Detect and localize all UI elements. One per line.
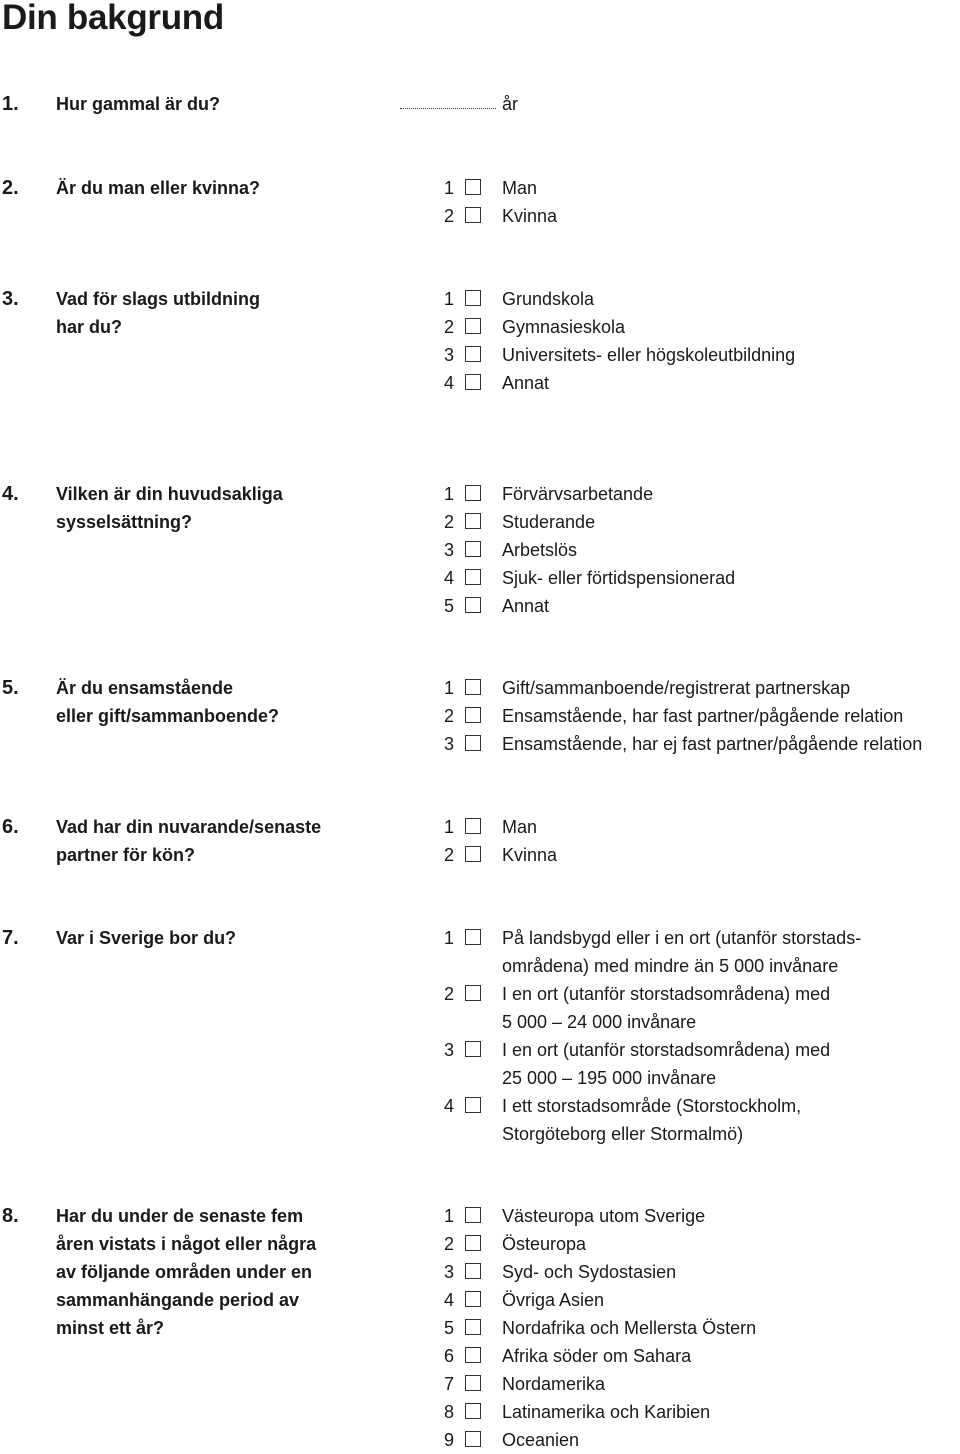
question-text [56,285,396,341]
checkbox[interactable] [465,513,481,529]
option-number: 6 [444,1346,455,1366]
option-number: 1 [444,1206,455,1226]
answer-option[interactable] [444,174,960,202]
checkbox[interactable] [465,1403,481,1419]
option-label: Ensamstående, har ej fast partner/pågående relation [502,734,923,754]
option-number: 1 [444,678,455,698]
answer-options [444,1202,960,1454]
answer-option[interactable] [444,1202,960,1230]
answer-options [444,480,960,620]
checkbox[interactable] [465,569,481,585]
answer-option[interactable] [444,674,960,702]
answer-option[interactable] [444,841,960,869]
option-label: I ett storstadsområde (Storstockholm, [502,1096,802,1116]
question-text-line: Hur gammal är du? [56,94,221,114]
question-number: 5. [2,677,19,699]
answer-option[interactable] [444,730,960,758]
answer-option[interactable] [444,813,960,841]
question-number: 8. [2,1205,19,1227]
page-title: Din bakgrund [2,0,224,37]
option-label: På landsbygd eller i en ort (utanför storstads- [502,928,862,948]
answer-option[interactable] [444,313,960,341]
question-text [56,174,396,202]
option-number: 2 [444,706,455,726]
checkbox[interactable] [465,1235,481,1251]
checkbox[interactable] [465,707,481,723]
question-text-line: Har du under de senaste fem [56,1206,304,1226]
question-number: 7. [2,927,19,949]
checkbox[interactable] [465,985,481,1001]
option-label: Annat [502,596,550,616]
option-label: Man [502,178,538,198]
option-label: Universitets- eller högskoleutbildning [502,345,796,365]
checkbox[interactable] [465,818,481,834]
option-label: Gift/sammanboende/registrerat partnerskap [502,678,851,698]
option-number: 4 [444,568,455,588]
option-number: 9 [444,1430,455,1450]
checkbox[interactable] [465,1319,481,1335]
question-text [56,813,396,869]
option-label: Syd- och Sydostasien [502,1262,677,1282]
option-number: 3 [444,1040,455,1060]
checkbox[interactable] [465,207,481,223]
dotted-answer-line[interactable] [400,90,496,109]
option-number: 1 [444,484,455,504]
question-number: 2. [2,177,19,199]
option-number: 4 [444,1290,455,1310]
answer-option[interactable] [444,980,960,1036]
question-number: 3. [2,288,19,310]
answer-option[interactable] [444,1342,960,1370]
option-number: 3 [444,345,455,365]
question-number: 4. [2,483,19,505]
checkbox[interactable] [465,929,481,945]
answer-options [444,813,960,869]
option-label: Kvinna [502,845,558,865]
option-label: Nordamerika [502,1374,606,1394]
answer-options [444,285,960,397]
checkbox[interactable] [465,485,481,501]
answer-option[interactable] [444,536,960,564]
option-number: 4 [444,373,455,393]
option-number: 2 [444,512,455,532]
option-number: 2 [444,317,455,337]
question-text [56,1202,396,1342]
question-text-line: åren vistats i något eller några [56,1234,317,1254]
answer-option[interactable] [444,592,960,620]
option-label: Annat [502,373,550,393]
question-text-line: Är du man eller kvinna? [56,178,261,198]
option-number: 8 [444,1402,455,1422]
option-number: 5 [444,596,455,616]
question-text [56,674,396,730]
option-number: 2 [444,845,455,865]
checkbox[interactable] [465,735,481,751]
answer-option[interactable] [444,369,960,397]
question-text [56,480,396,536]
age-answer-field[interactable] [400,90,518,118]
option-label: Storgöteborg eller Stormalmö) [502,1124,744,1144]
answer-options [444,174,960,230]
option-number: 5 [444,1318,455,1338]
checkbox[interactable] [465,846,481,862]
question-text-line: Vad har din nuvarande/senaste [56,817,322,837]
option-number: 1 [444,928,455,948]
checkbox[interactable] [465,1097,481,1113]
option-number: 1 [444,817,455,837]
answer-options [444,674,960,758]
answer-option[interactable] [444,1092,960,1148]
option-number: 3 [444,1262,455,1282]
option-label: områdena) med mindre än 5 000 invånare [502,956,839,976]
option-label: Afrika söder om Sahara [502,1346,692,1366]
option-label: I en ort (utanför storstadsområdena) med [502,984,831,1004]
option-label: Latinamerika och Karibien [502,1402,711,1422]
option-label: Sjuk- eller förtidspensionerad [502,568,736,588]
question-text-line: sysselsättning? [56,512,193,532]
answer-option[interactable] [444,1314,960,1342]
option-label: Studerande [502,512,596,532]
checkbox[interactable] [465,541,481,557]
checkbox[interactable] [465,679,481,695]
question-number: 6. [2,816,19,838]
option-label: Grundskola [502,289,595,309]
answer-option[interactable] [444,1258,960,1286]
answer-option[interactable] [444,1286,960,1314]
option-label: Ensamstående, har fast partner/pågående relation [502,706,904,726]
question-text-line: minst ett år? [56,1318,165,1338]
option-label: Östeuropa [502,1234,587,1254]
checkbox[interactable] [465,346,481,362]
checkbox[interactable] [465,1375,481,1391]
checkbox[interactable] [465,1347,481,1363]
checkbox[interactable] [465,1431,481,1447]
question-text [56,90,396,118]
answer-option[interactable] [444,508,960,536]
option-number: 3 [444,734,455,754]
answer-option[interactable] [444,202,960,230]
checkbox[interactable] [465,374,481,390]
answer-option[interactable] [444,702,960,730]
checkbox[interactable] [465,1291,481,1307]
answer-option[interactable] [444,1036,960,1092]
option-label: Förvärvsarbetande [502,484,654,504]
checkbox[interactable] [465,1207,481,1223]
answer-option[interactable] [444,1370,960,1398]
unit-label: år [502,94,519,114]
option-label: I en ort (utanför storstadsområdena) med [502,1040,831,1060]
option-label: Gymnasieskola [502,317,626,337]
answer-option[interactable] [444,480,960,508]
option-label: Man [502,817,538,837]
question-number: 1. [2,93,19,115]
question-text-line: av följande områden under en [56,1262,313,1282]
question-text-line: Var i Sverige bor du? [56,928,237,948]
question-text-line: sammanhängande period av [56,1290,300,1310]
option-number: 7 [444,1374,455,1394]
question-text-line: Vilken är din huvudsakliga [56,484,283,504]
question-text-line: Är du ensamstående [56,678,234,698]
option-number: 4 [444,1096,455,1116]
answer-options [444,924,960,1148]
checkbox[interactable] [465,290,481,306]
question-text [56,924,396,952]
answer-option[interactable] [444,1230,960,1258]
question-text-line: har du? [56,317,122,337]
option-label: Arbetslös [502,540,578,560]
option-label: Kvinna [502,206,558,226]
answer-option[interactable] [444,285,960,313]
checkbox[interactable] [465,318,481,334]
option-label: 5 000 – 24 000 invånare [502,1012,697,1032]
option-label: Nordafrika och Mellersta Östern [502,1318,757,1338]
question-text-line: eller gift/sammanboende? [56,706,280,726]
answer-option[interactable] [444,1398,960,1426]
checkbox[interactable] [465,179,481,195]
option-label: Västeuropa utom Sverige [502,1206,706,1226]
option-label: 25 000 – 195 000 invånare [502,1068,717,1088]
checkbox[interactable] [465,1263,481,1279]
checkbox[interactable] [465,1041,481,1057]
option-number: 1 [444,289,455,309]
option-number: 2 [444,984,455,1004]
option-number: 1 [444,178,455,198]
option-label: Oceanien [502,1430,580,1450]
answer-option[interactable] [444,341,960,369]
option-number: 2 [444,1234,455,1254]
checkbox[interactable] [465,597,481,613]
answer-option[interactable] [444,564,960,592]
answer-option[interactable] [444,924,960,980]
question-text-line: partner för kön? [56,845,196,865]
question-text-line: Vad för slags utbildning [56,289,261,309]
option-number: 2 [444,206,455,226]
option-label: Övriga Asien [502,1290,605,1310]
option-number: 3 [444,540,455,560]
